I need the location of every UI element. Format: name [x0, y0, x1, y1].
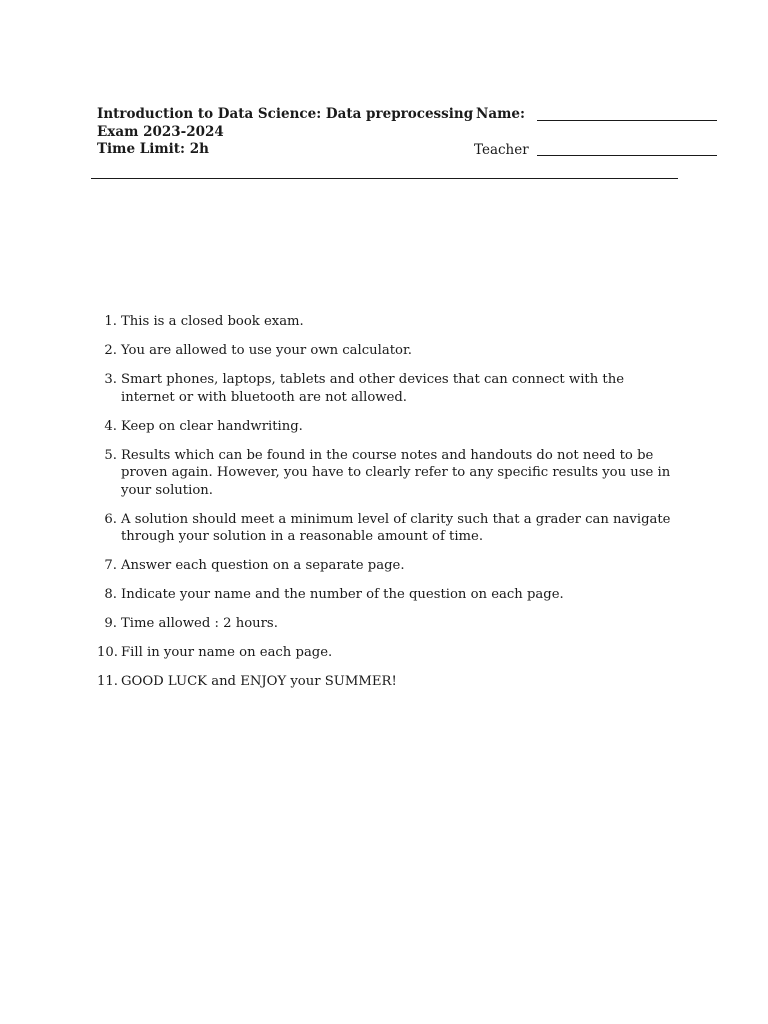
instruction-text: Keep on clear handwriting. — [121, 418, 303, 434]
instruction-number: 8. — [104, 587, 117, 602]
name-field-line — [537, 120, 717, 121]
instruction-item — [97, 342, 680, 360]
name-label: Name: — [476, 106, 525, 122]
instruction-text: You are allowed to use your own calculator. — [121, 343, 412, 358]
instruction-item — [97, 371, 680, 406]
instruction-item — [97, 511, 680, 546]
exam-year: Exam 2023-2024 — [97, 123, 224, 140]
instruction-item — [97, 673, 680, 691]
instruction-item — [97, 644, 680, 662]
instruction-number: 2. — [104, 343, 117, 358]
instruction-item — [97, 447, 680, 500]
instruction-number: 11. — [97, 674, 118, 689]
instruction-item — [97, 418, 680, 436]
teacher-label: Teacher — [474, 142, 529, 158]
instruction-text: GOOD LUCK and ENJOY your SUMMER! — [121, 674, 397, 689]
instruction-text: Time allowed : 2 hours. — [121, 616, 278, 631]
instruction-number: 4. — [104, 418, 117, 434]
instruction-text: Answer each question on a separate page. — [121, 558, 405, 573]
instruction-item — [97, 313, 680, 331]
course-title: Introduction to Data Science: Data preprocessing — [97, 106, 474, 122]
exam-header-info — [97, 106, 473, 159]
instructions-list — [97, 313, 680, 702]
instruction-number: 3. — [104, 372, 117, 387]
teacher-field-line — [537, 155, 717, 156]
instruction-number: 1. — [104, 314, 117, 329]
instruction-text: Indicate your name and the number of the question on each page. — [121, 587, 564, 602]
instruction-item — [97, 615, 680, 633]
instruction-item — [97, 586, 680, 604]
instruction-number: 10. — [97, 645, 118, 660]
instruction-number: 9. — [104, 616, 117, 631]
instruction-number: 7. — [104, 558, 117, 573]
instruction-number: 6. — [104, 511, 117, 527]
instruction-text: Results which can be found in the course notes and handouts do not need to be proven again. However, you have to clearly refer to any specific results you use in your solution. — [121, 447, 671, 498]
instruction-text: Fill in your name on each page. — [121, 645, 333, 660]
instruction-text: A solution should meet a minimum level of clarity such that a grader can navigate through your solution in a reasonable amount of time. — [121, 511, 671, 544]
instruction-text: Smart phones, laptops, tablets and other devices that can connect with the internet or with bluetooth are not allowed. — [121, 372, 625, 405]
instruction-text: This is a closed book exam. — [121, 314, 304, 329]
instruction-item — [97, 557, 680, 575]
instruction-number: 5. — [104, 447, 117, 463]
time-limit: Time Limit: 2h — [97, 141, 209, 157]
header-divider — [91, 178, 678, 179]
